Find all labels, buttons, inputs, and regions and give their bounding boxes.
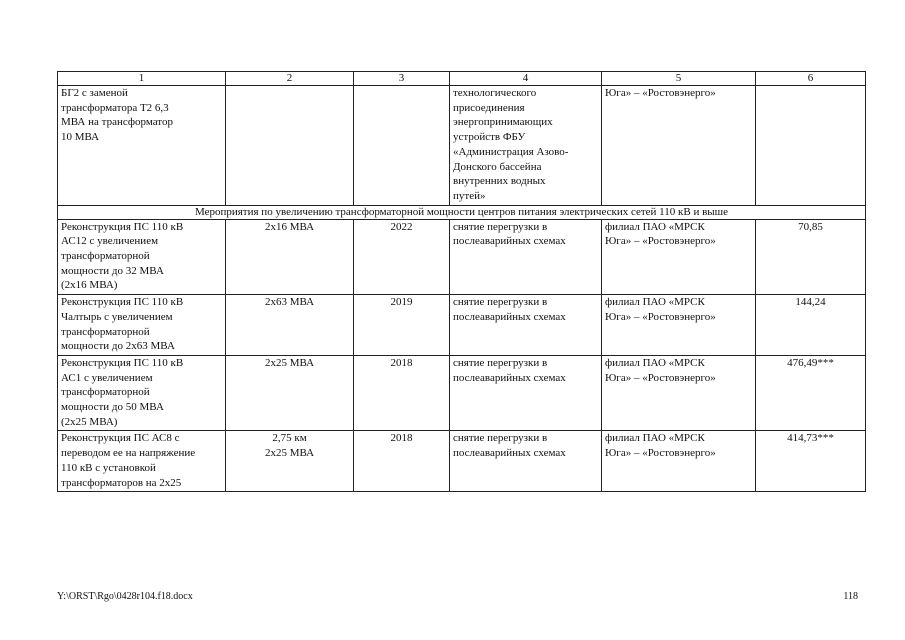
purpose-cell: снятие перегрузки в послеаварийных схемах xyxy=(450,219,602,295)
cost-cell: 70,85 xyxy=(756,219,866,295)
organization-cell: филиал ПАО «МРСК Юга» – «Ростовэнерго» xyxy=(602,355,756,431)
table-row xyxy=(58,431,866,492)
capacity-cell: 2,75 км 2х25 МВА xyxy=(226,431,354,492)
year-cell xyxy=(354,86,450,206)
capacity-cell: 2х63 МВА xyxy=(226,295,354,356)
column-number: 1 xyxy=(58,72,226,86)
table-row-continued xyxy=(58,86,866,206)
organization-cell: филиал ПАО «МРСК Юга» – «Ростовэнерго» xyxy=(602,295,756,356)
organization-cell: филиал ПАО «МРСК Юга» – «Ростовэнерго» xyxy=(602,219,756,295)
capacity-cell: 2х16 МВА xyxy=(226,219,354,295)
capacity-cell xyxy=(226,86,354,206)
purpose-cell: технологического присоединения энергопринимающих устройств ФБУ «Администрация Азово- Донского бассейна внутренних водных путей» xyxy=(450,86,602,206)
column-number: 4 xyxy=(450,72,602,86)
cost-cell: 144,24 xyxy=(756,295,866,356)
cost-cell xyxy=(756,86,866,206)
capacity-cell: 2х25 МВА xyxy=(226,355,354,431)
column-number: 2 xyxy=(226,72,354,86)
document-table xyxy=(57,71,866,492)
year-cell: 2018 xyxy=(354,355,450,431)
measure-name-cell: Реконструкция ПС АС8 с переводом ее на напряжение 110 кВ с установкой трансформаторов на 2х25 xyxy=(58,431,226,492)
organization-cell: Юга» – «Ростовэнерго» xyxy=(602,86,756,206)
purpose-cell: снятие перегрузки в послеаварийных схемах xyxy=(450,355,602,431)
organization-cell: филиал ПАО «МРСК Юга» – «Ростовэнерго» xyxy=(602,431,756,492)
measure-name-cell: БГ2 с заменой трансформатора Т2 6,3 МВА на трансформатор 10 МВА xyxy=(58,86,226,206)
measure-name-cell: Реконструкция ПС 110 кВ АС1 с увеличением трансформаторной мощности до 50 МВА (2х25 МВА) xyxy=(58,355,226,431)
section-title: Мероприятия по увеличению трансформаторной мощности центров питания электрических сетей 110 кВ и выше xyxy=(58,205,866,219)
purpose-cell: снятие перегрузки в послеаварийных схемах xyxy=(450,295,602,356)
cost-cell: 414,73*** xyxy=(756,431,866,492)
section-header-row xyxy=(58,205,866,219)
table-row xyxy=(58,295,866,356)
measure-name-cell: Реконструкция ПС 110 кВ Чалтырь с увеличением трансформаторной мощности до 2х63 МВА xyxy=(58,295,226,356)
year-cell: 2022 xyxy=(354,219,450,295)
column-number: 3 xyxy=(354,72,450,86)
year-cell: 2019 xyxy=(354,295,450,356)
footer-file-path: Y:\ORST\Rgo\0428r104.f18.docx xyxy=(57,591,193,602)
measure-name-cell: Реконструкция ПС 110 кВ АС12 с увеличением трансформаторной мощности до 32 МВА (2х16 МВА) xyxy=(58,219,226,295)
cost-cell: 476,49*** xyxy=(756,355,866,431)
year-cell: 2018 xyxy=(354,431,450,492)
table-row xyxy=(58,355,866,431)
table-row xyxy=(58,219,866,295)
purpose-cell: снятие перегрузки в послеаварийных схемах xyxy=(450,431,602,492)
column-number: 5 xyxy=(602,72,756,86)
page-number: 118 xyxy=(843,591,858,602)
column-number: 6 xyxy=(756,72,866,86)
column-number-row xyxy=(58,72,866,86)
